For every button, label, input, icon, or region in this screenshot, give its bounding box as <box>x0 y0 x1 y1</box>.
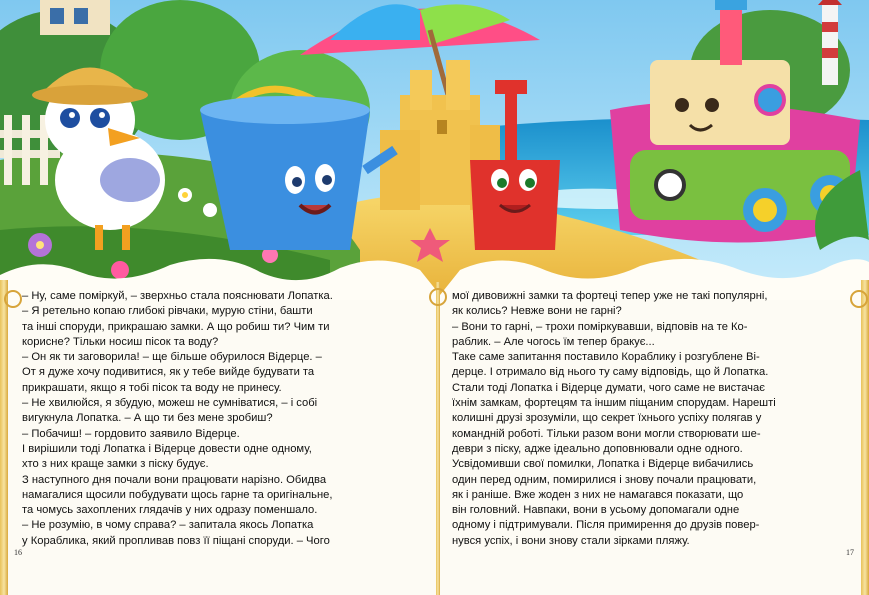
text-line: І вирішили тоді Лопатка і Відерце довести одне одному, <box>22 442 312 455</box>
text-line: дерце. І отримало від нього ту саму відповідь, що й Лопатка. <box>452 366 769 379</box>
text-line: як колись? Невже вони не гарні? <box>452 305 622 318</box>
text-line: колишні друзі зрозуміли, що секрет їхнього успіху полягав у <box>452 412 762 425</box>
text-line: у Кораблика, який пропливав повз її піщані споруди. – Чого <box>22 534 330 547</box>
gold-ribbon-right <box>861 280 869 595</box>
houses <box>40 0 110 35</box>
text-line: – Побачиш! – гордовито заявило Відерце. <box>22 427 240 440</box>
gold-ribbon-left <box>0 280 8 595</box>
text-line: як і раніше. Вже жоден з них не намагався показати, що <box>452 488 744 501</box>
text-line: намагалися щосили побудувати щось гарне та оригінальне, <box>22 488 333 501</box>
text-line: Таке саме запитання поставило Кораблику і розгублене Ві- <box>452 351 760 364</box>
gold-ribbon-center <box>436 282 440 595</box>
text-line: З наступного дня почали вони працювати нарізно. Обидва <box>22 473 327 486</box>
right-page-text <box>452 289 852 549</box>
ribbon-curl-right <box>850 290 868 308</box>
text-line: корисне? Тільки носиш пісок та воду? <box>22 335 219 348</box>
text-line: один перед одним, помирилися і знову почали працювати, <box>452 473 757 486</box>
left-page-text <box>22 289 420 549</box>
text-line: деври з піску, адже ідеально доповнювали одне одного. <box>452 442 743 455</box>
text-line: хто з них краще замки з піску будує. <box>22 458 209 471</box>
text-line: Усвідомивши свої помилки, Лопатка і Відерце вибачились <box>452 458 754 471</box>
ribbon-curl-center <box>429 288 447 306</box>
text-line: От я дуже хочу подивитися, як у тебе вийде будувати та <box>22 366 315 379</box>
text-line: нувся успіх, і вони знову стали зірками пляжу. <box>452 534 690 547</box>
text-line: – Он як ти заговорила! – ще більше обурилося Відерце. – <box>22 351 322 364</box>
text-line: та чомусь захоплених глядачів у них одразу поменшало. <box>22 504 318 517</box>
text-line: мої дивовижні замки та фортеці тепер уже не такі популярні, <box>452 290 768 302</box>
page-number-right: 17 <box>846 548 854 557</box>
text-line: та інші споруди, прикрашаю замки. А що робиш ти? Чим ти <box>22 320 330 333</box>
text-line: Стали тоді Лопатка і Відерце думати, чого саме не вистачає <box>452 381 765 394</box>
text-line: їхнім замкам, фортецям та іншим піщаним спорудам. Нарешті <box>452 397 776 410</box>
text-line: – Не розумію, в чому справа? – запитала якось Лопатка <box>22 519 314 532</box>
text-line: раблик. – Але чогось їм тепер бракує... <box>452 335 655 348</box>
text-line: вигукнула Лопатка. – А що ти без мене зробиш? <box>22 412 273 425</box>
ribbon-curl-left <box>4 290 22 308</box>
text-line: – Вони то гарні, – трохи поміркувавши, відповів на те Ко- <box>452 320 748 333</box>
page-number-left: 16 <box>14 548 22 557</box>
text-line: він головний. Навпаки, вони в усьому допомагали одне <box>452 504 740 517</box>
text-line: одному і підтримували. Після примирення до друзів повер- <box>452 519 760 532</box>
text-line: – Не хвилюйся, я збудую, можеш не сумніватися, – і собі <box>22 397 318 410</box>
text-line: командній роботі. Тільки разом вони могли створювати ше- <box>452 427 761 440</box>
text-line: – Я ретельно копаю глибокі рівчаки, мурую стіни, башти <box>22 305 313 318</box>
text-line: прикрашати, якщо я тобі пісок та воду не принесу. <box>22 381 282 394</box>
text-line: – Ну, саме поміркуй, – зверхньо стала пояснювати Лопатка. <box>22 290 333 302</box>
